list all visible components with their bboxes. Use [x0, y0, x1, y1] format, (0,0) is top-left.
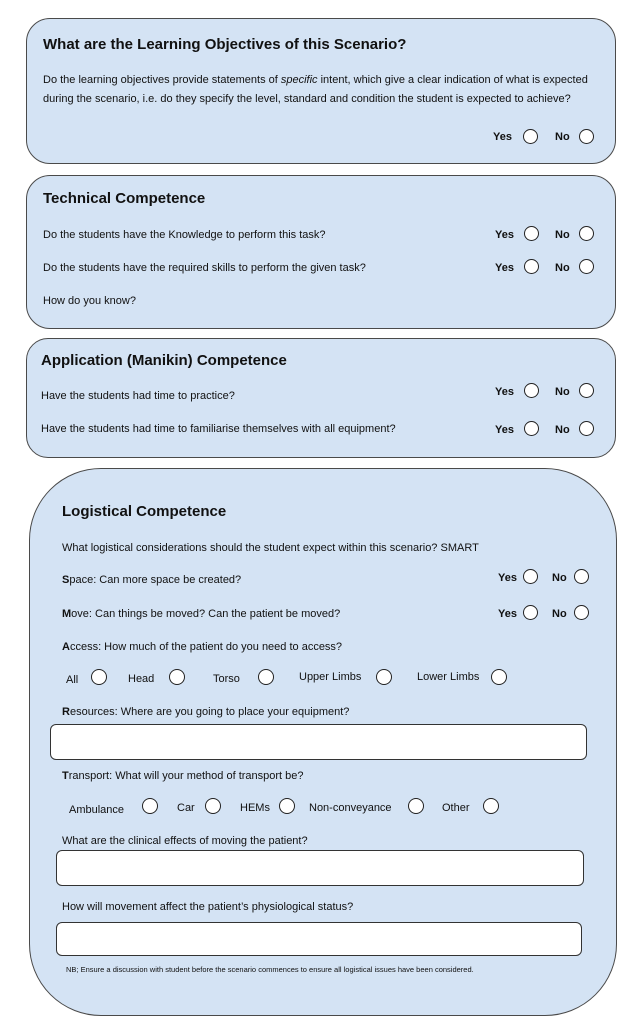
transport-text: ransport: What will your method of transport be?	[68, 770, 304, 782]
yes-label: Yes	[495, 424, 514, 436]
learning-yes-radio[interactable]	[523, 129, 538, 144]
access-letter: A	[62, 641, 70, 653]
clinical-effects-question: What are the clinical effects of moving the patient?	[62, 835, 308, 847]
access-question	[62, 641, 342, 653]
space-yes-radio[interactable]	[523, 569, 538, 584]
logistical-note: NB; Ensure a discussion with student before the scenario commences to ensure all logistical issues have been considered.	[66, 965, 474, 974]
desc-emphasis: specific	[280, 74, 318, 86]
technical-question-how-know: How do you know?	[43, 295, 136, 307]
practice-yes-radio[interactable]	[524, 383, 539, 398]
access-lower-limbs-radio[interactable]	[491, 669, 507, 685]
no-label: No	[555, 262, 570, 274]
move-text: ove: Can things be moved? Can the patient be moved?	[71, 608, 341, 620]
access-option-torso-label: Torso	[213, 673, 240, 685]
application-question-practice: Have the students had time to practice?	[41, 390, 235, 402]
skills-yes-radio[interactable]	[524, 259, 539, 274]
no-label: No	[552, 572, 567, 584]
yes-label: Yes	[493, 131, 512, 143]
move-no-radio[interactable]	[574, 605, 589, 620]
resources-question	[62, 706, 349, 718]
no-label: No	[555, 386, 570, 398]
equipment-yes-radio[interactable]	[524, 421, 539, 436]
technical-question-skills: Do the students have the required skills to perform the given task?	[43, 262, 366, 274]
transport-ambulance-radio[interactable]	[142, 798, 158, 814]
access-torso-radio[interactable]	[258, 669, 274, 685]
yes-label: Yes	[495, 386, 514, 398]
no-label: No	[555, 131, 570, 143]
yes-label: Yes	[498, 572, 517, 584]
access-all-radio[interactable]	[91, 669, 107, 685]
access-option-upper-limbs-label: Upper Limbs	[299, 671, 362, 683]
learning-objectives-title: What are the Learning Objectives of this Scenario?	[43, 36, 407, 53]
no-label: No	[552, 608, 567, 620]
transport-option-ambulance-label: Ambulance	[69, 804, 125, 816]
logistical-intro: What logistical considerations should the student expect within this scenario? SMART	[62, 542, 479, 554]
application-competence-title: Application (Manikin) Competence	[41, 352, 287, 369]
transport-option-other-label: Other	[442, 802, 470, 814]
application-question-equipment: Have the students had time to familiarise themselves with all equipment?	[41, 423, 396, 435]
resources-letter: R	[62, 706, 70, 718]
logistical-competence-title: Logistical Competence	[62, 503, 227, 520]
access-upper-limbs-radio[interactable]	[376, 669, 392, 685]
equipment-no-radio[interactable]	[579, 421, 594, 436]
access-option-lower-limbs-label: Lower Limbs	[417, 671, 480, 683]
no-label: No	[555, 229, 570, 241]
access-head-radio[interactable]	[169, 669, 185, 685]
move-yes-radio[interactable]	[523, 605, 538, 620]
transport-non-conveyance-radio[interactable]	[408, 798, 424, 814]
transport-question	[62, 770, 304, 782]
learning-no-radio[interactable]	[579, 129, 594, 144]
resources-answer-field[interactable]	[50, 724, 587, 760]
space-question	[62, 574, 241, 586]
learning-objectives-description	[43, 71, 598, 109]
knowledge-yes-radio[interactable]	[524, 226, 539, 241]
no-label: No	[555, 424, 570, 436]
space-text: pace: Can more space be created?	[69, 574, 242, 586]
physiological-status-question: How will movement affect the patient’s physiological status?	[62, 901, 354, 913]
desc-part-2: intent, which give a clear indication of what is expected during the scenario, i.e. do they specify the level, standard and condition the student is expected to achieve?	[43, 74, 588, 105]
yes-label: Yes	[495, 262, 514, 274]
access-text: ccess: How much of the patient do you need to access?	[69, 641, 343, 653]
transport-option-car-label: Car	[177, 802, 195, 814]
technical-competence-title: Technical Competence	[43, 190, 206, 207]
move-letter: M	[62, 608, 72, 620]
technical-question-knowledge: Do the students have the Knowledge to perform this task?	[43, 229, 326, 241]
transport-letter: T	[62, 770, 69, 782]
access-option-head-label: Head	[128, 673, 155, 685]
transport-option-hems-label: HEMs	[240, 802, 270, 814]
transport-option-non-conveyance-label: Non-conveyance	[309, 802, 392, 814]
desc-part-1: Do the learning objectives provide statements of	[43, 74, 281, 86]
skills-no-radio[interactable]	[579, 259, 594, 274]
transport-hems-radio[interactable]	[279, 798, 295, 814]
knowledge-no-radio[interactable]	[579, 226, 594, 241]
access-option-all-label: All	[66, 674, 79, 686]
clinical-effects-answer-field[interactable]	[56, 850, 584, 886]
transport-car-radio[interactable]	[205, 798, 221, 814]
yes-label: Yes	[495, 229, 514, 241]
practice-no-radio[interactable]	[579, 383, 594, 398]
physiological-status-answer-field[interactable]	[56, 922, 582, 956]
space-letter: S	[62, 574, 70, 586]
yes-label: Yes	[498, 608, 517, 620]
transport-other-radio[interactable]	[483, 798, 499, 814]
space-no-radio[interactable]	[574, 569, 589, 584]
resources-text: esources: Where are you going to place your equipment?	[69, 706, 350, 718]
move-question	[62, 608, 340, 620]
